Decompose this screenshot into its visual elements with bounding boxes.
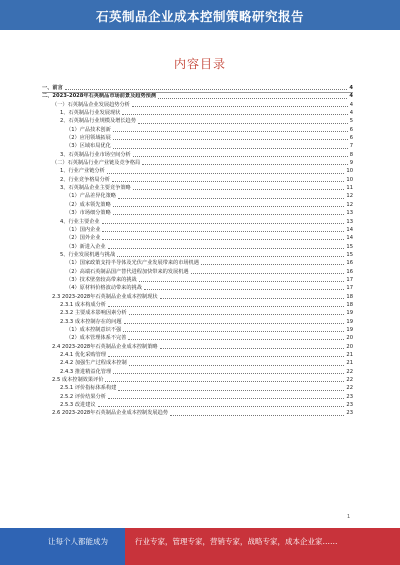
table-of-contents [42,84,353,418]
toc-entry-page: 13 [346,218,353,225]
toc-entry-text: 5、行业发展机遇与挑战 [60,251,116,258]
toc-entry-page: 19 [346,310,353,317]
toc-leader-dots [105,378,344,382]
toc-entry-text: 1、石英制品行业发展现状 [60,110,121,117]
toc-entry-page: 12 [346,201,353,208]
toc-entry[interactable] [42,293,353,301]
toc-entry-page: 8 [349,151,353,158]
toc-entry[interactable] [42,192,353,200]
toc-leader-dots [132,103,348,107]
toc-entry-text: （2）应用领域拓展 [66,135,111,142]
toc-leader-dots [113,211,345,215]
toc-entry-page: 14 [346,226,353,233]
toc-entry-page: 21 [346,352,353,358]
toc-entry-page: 21 [346,360,353,367]
toc-entry-page: 19 [346,318,353,325]
toc-entry[interactable] [42,259,353,267]
toc-entry-text: （1）产品技术创新 [66,126,111,133]
toc-entry-page: 4 [349,85,353,91]
toc-leader-dots [108,353,344,357]
toc-entry-page: 15 [346,251,353,258]
toc-entry-text: 2.4.1 优化采购管理 [60,352,106,358]
toc-leader-dots [113,136,348,140]
footer-banner [0,528,400,565]
toc-entry-text: 2.3.1 成本构成分析 [60,301,106,308]
toc-leader-dots [160,295,345,299]
toc-entry-text: 2.3 2023-2028年石英制品企业成本控制现状 [52,293,158,300]
toc-leader-dots [113,128,348,132]
toc-leader-dots [102,220,345,224]
toc-entry-page: 14 [346,235,353,242]
toc-entry-text: 2.3.2 主要成本影响因素分析 [60,310,127,317]
toc-leader-dots [138,120,348,124]
report-title: 石英制品企业成本控制策略研究报告 [95,9,304,24]
toc-entry-text: 2.5.3 改进建议 [60,402,96,409]
toc-leader-dots [102,228,344,232]
toc-entry-page: 17 [346,285,353,292]
toc-leader-dots [129,311,345,315]
toc-leader-dots [139,278,345,282]
toc-entry-text: （2）成本领先策略 [66,201,111,208]
toc-entry-page: 16 [346,268,353,275]
toc-entry-page: 23 [346,393,353,400]
toc-entry-text: 2、行业竞争格局分析 [60,176,110,183]
toc-entry-text: 2.5 成本控制效果评价 [52,377,104,384]
footer-slogan: 让每个人都能成为 [48,537,108,546]
toc-entry[interactable] [42,351,353,359]
toc-entry-text: （2）国外企业 [66,235,101,242]
toc-entry[interactable] [42,184,353,192]
toc-entry[interactable] [42,176,353,184]
toc-entry-text: 4、行业主要企业 [60,218,100,225]
toc-leader-dots [123,328,344,332]
footer-expert-list: 行业专家，管理专家，营销专家，战略专家，成本企业家…… [135,537,338,546]
toc-entry-text: （二）石英制品行业产业链及竞争格局 [52,160,141,167]
toc-entry[interactable] [42,167,353,175]
toc-leader-dots [122,111,347,115]
toc-entry[interactable] [42,384,353,392]
toc-leader-dots [117,253,344,257]
toc-entry-page: 4 [349,101,353,108]
toc-entry-text: （2）高端石英制品国产替代进程加快带来的发展机遇 [66,268,189,275]
toc-leader-dots [124,320,345,324]
toc-entry-page: 20 [346,343,353,350]
toc-leader-dots [128,336,344,340]
toc-entry-page: 18 [346,301,353,308]
toc-entry-text: （3）新进入企业 [66,243,106,250]
toc-leader-dots [108,245,345,249]
toc-entry-text: （1）国内企业 [66,226,101,233]
toc-entry-text: （一）石英制品企业发展趋势分析 [52,101,130,108]
toc-entry-text: （3）技术壁垒较高带来的挑战 [66,276,137,283]
toc-leader-dots [118,195,344,199]
toc-leader-dots [107,170,345,174]
toc-entry-text: 2.5.2 评价结果分析 [60,393,106,400]
toc-entry-text: （3）市场细分策略 [66,210,111,217]
toc-entry-page: 23 [346,402,353,409]
toc-entry-text: （1）产品差异化策略 [66,193,116,200]
toc-leader-dots [108,395,344,399]
toc-divider [42,92,353,93]
header-bar [0,0,400,30]
toc-entry[interactable] [42,243,353,251]
toc-entry-page: 9 [349,160,353,167]
toc-entry[interactable] [42,268,353,276]
toc-entry-page: 23 [346,410,353,417]
toc-leader-dots [191,270,345,274]
toc-entry-text: 3、石英制品企业主要竞争策略 [60,185,131,192]
toc-entry[interactable] [42,234,353,242]
toc-entry[interactable] [42,218,353,226]
toc-entry[interactable] [42,334,353,342]
toc-entry-page: 13 [346,210,353,217]
toc-entry[interactable] [42,318,353,326]
toc-entry[interactable] [42,109,353,117]
toc-entry-text: （3）区域布局优化 [66,143,111,150]
toc-entry[interactable] [42,301,353,309]
toc-entry[interactable] [42,201,353,209]
toc-leader-dots [158,95,347,99]
toc-leader-dots [98,403,345,407]
toc-entry[interactable] [42,376,353,384]
toc-entry-text: 3、石英制品行业市场空间分析 [60,151,131,158]
toc-entry-text: 2.4.2 加强生产过程成本控制 [60,360,127,367]
toc-entry[interactable] [42,226,353,234]
toc-entry[interactable] [42,276,353,284]
toc-leader-dots [113,145,348,149]
toc-entry-page: 6 [349,126,353,133]
toc-leader-dots [65,86,348,90]
toc-entry[interactable] [42,101,353,109]
toc-leader-dots [133,186,345,190]
toc-entry[interactable] [42,284,353,292]
toc-leader-dots [160,345,345,349]
toc-entry[interactable] [42,343,353,351]
toc-entry[interactable] [42,326,353,334]
toc-entry[interactable] [42,359,353,367]
toc-leader-dots [102,236,344,240]
toc-entry-text: （1）国家政策支持半导体及光伏产业发展带来的市场机遇 [66,260,199,267]
toc-entry-page: 6 [349,135,353,142]
toc-leader-dots [113,203,345,207]
toc-entry-page: 17 [346,276,353,283]
toc-entry-page: 15 [346,243,353,250]
toc-leader-dots [112,178,344,182]
toc-entry-text: （1）成本控制意识不强 [66,326,122,333]
toc-entry[interactable] [42,134,353,142]
toc-entry[interactable] [42,401,353,409]
toc-entry[interactable] [42,126,353,134]
toc-entry[interactable] [42,368,353,376]
toc-entry-page: 16 [346,260,353,267]
toc-entry-text: 2.3.3 成本控制存在的问题 [60,318,122,325]
toc-entry-page: 4 [349,93,353,100]
toc-entry[interactable] [42,117,353,125]
toc-entry[interactable] [42,151,353,159]
toc-leader-dots [133,153,348,157]
toc-entry-page: 11 [346,185,353,192]
toc-entry[interactable] [42,209,353,217]
toc-leader-dots [144,286,344,290]
toc-entry[interactable] [42,159,353,167]
page-number: 1 [347,514,351,520]
toc-leader-dots [142,161,347,165]
toc-entry-page: 19 [346,326,353,333]
toc-entry-text: （2）成本管理体系不完善 [66,335,127,342]
toc-entry-text: 1、行业产业链分析 [60,168,105,175]
toc-entry-text: （4）原材料价格波动带来的挑战 [66,285,142,292]
toc-leader-dots [201,261,344,265]
toc-leader-dots [108,303,344,307]
toc-entry-page: 4 [349,110,353,117]
toc-entry-text: 2.4.3 推进精益化管理 [60,368,112,375]
toc-entry[interactable] [42,251,353,259]
toc-leader-dots [118,387,344,391]
footer-right-panel [125,528,400,565]
footer-left-panel [0,528,125,565]
toc-entry[interactable] [42,393,353,401]
toc-leader-dots [129,362,345,366]
toc-entry-page: 5 [349,118,353,125]
toc-leader-dots [113,370,344,374]
toc-entry[interactable] [42,309,353,317]
toc-entry-page: 22 [346,385,353,392]
toc-entry-text: 2.6 2023-2028年石英制品企业成本控制发展趋势 [52,410,168,417]
toc-entry-text: 2.4 2023-2028年石英制品企业成本控制策略 [52,343,158,350]
toc-entry-page: 22 [346,377,353,384]
toc-entry-text: 2、石英制品行业规模及增长趋势 [60,118,136,125]
toc-leader-dots [170,412,344,416]
toc-entry-text: 一、前言 [42,85,63,91]
toc-entry-page: 10 [346,168,353,175]
toc-entry[interactable] [42,409,353,417]
toc-entry-page: 22 [346,368,353,375]
toc-entry[interactable] [42,142,353,150]
toc-entry-text: 二、2023-2028年石英制品市场前景及趋势预测 [42,93,157,100]
toc-entry-page: 20 [346,335,353,342]
toc-entry-page: 7 [349,143,353,150]
toc-entry-page: 10 [346,176,353,183]
toc-title: 内容目录 [173,57,226,71]
toc-entry[interactable] [42,92,353,100]
toc-entry-page: 12 [346,193,353,200]
toc-entry-text: 2.5.1 评价指标体系构建 [60,385,117,392]
toc-entry-page: 18 [346,293,353,300]
